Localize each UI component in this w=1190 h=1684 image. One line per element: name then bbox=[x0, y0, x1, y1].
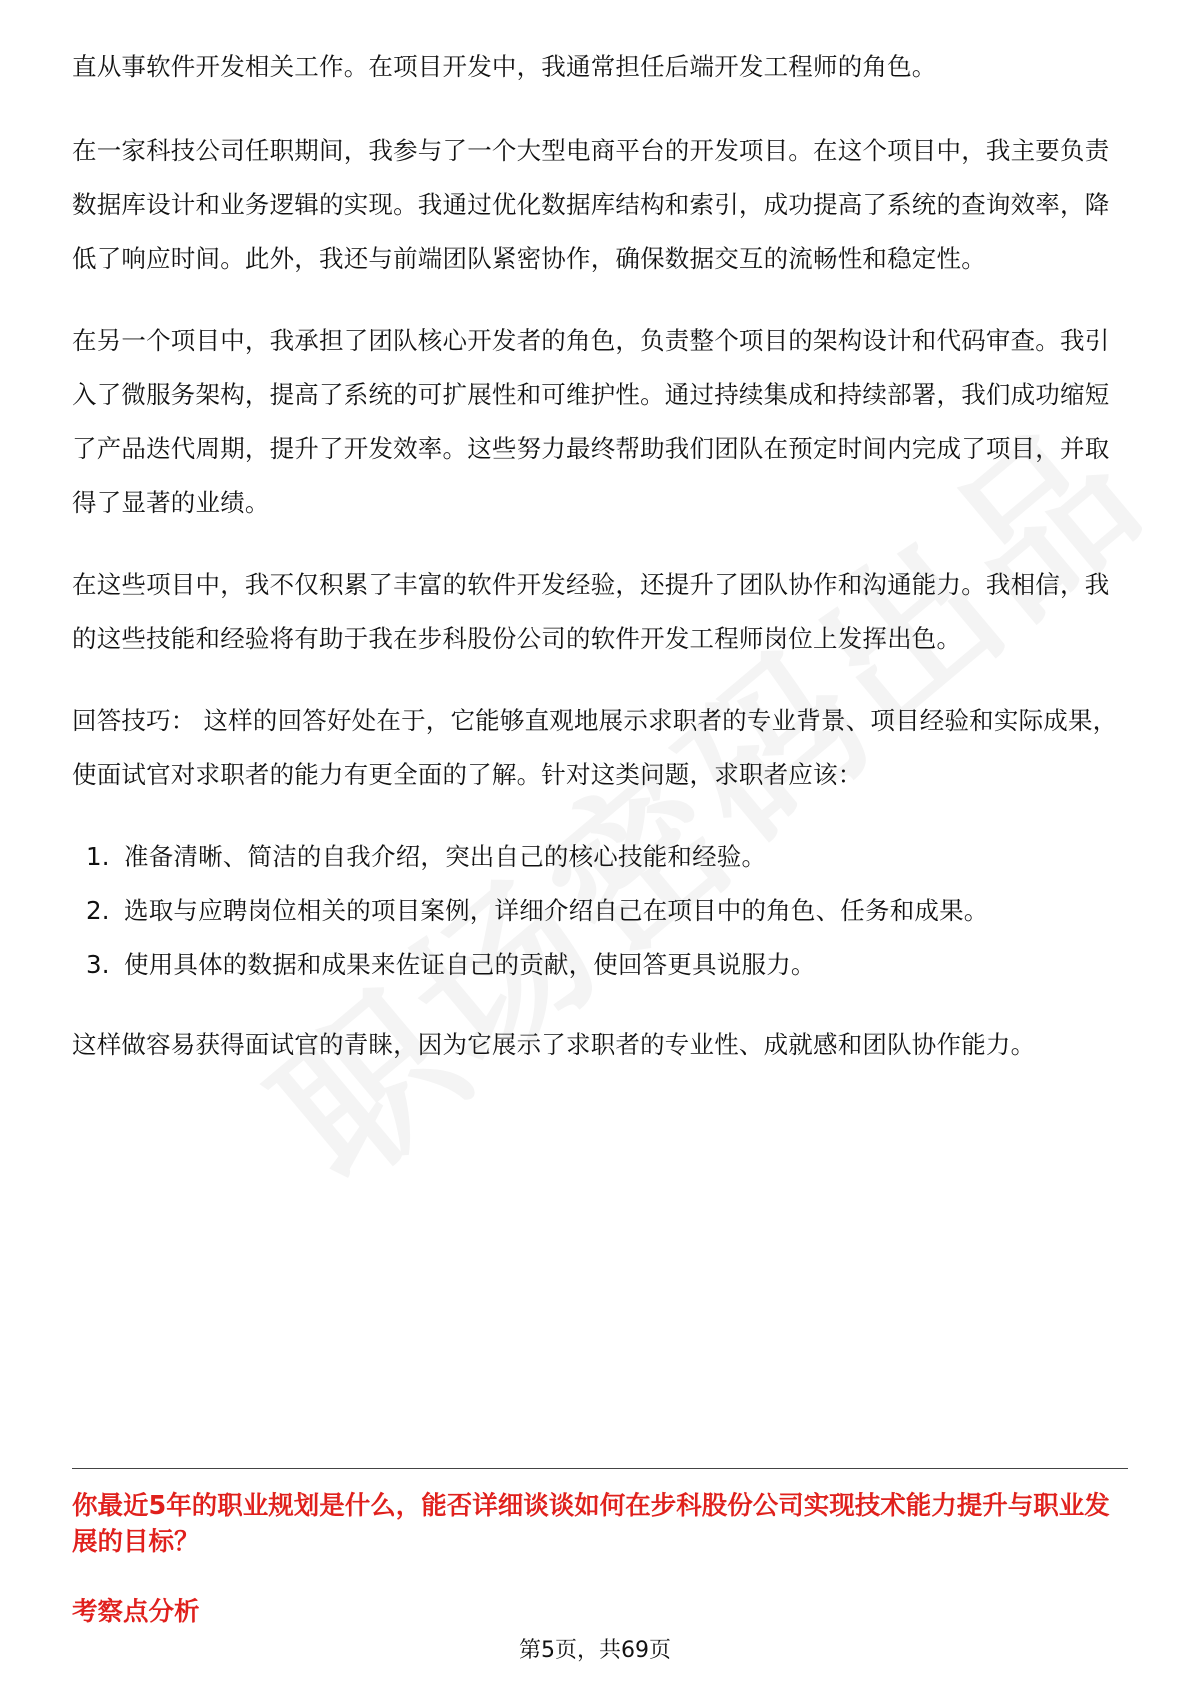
paragraph-summary: 在这些项目中，我不仅积累了丰富的软件开发经验，还提升了团队协作和沟通能力。我相信，我的这些技能和经验将有助于我在步科股份公司的软件开发工程师岗位上发挥出色。 bbox=[72, 570, 1110, 653]
paragraph-intro: 直从事软件开发相关工作。在项目开发中，我通常担任后端开发工程师的角色。 bbox=[72, 52, 937, 81]
list-item-text: 选取与应聘岗位相关的项目案例，详细介绍自己在项目中的角色、任务和成果。 bbox=[124, 896, 989, 925]
list-number: 3. bbox=[86, 950, 110, 979]
section-heading: 考察点分析 bbox=[72, 1597, 200, 1627]
list-item bbox=[72, 884, 1132, 938]
paragraph-closing: 这样做容易获得面试官的青睐，因为它展示了求职者的专业性、成就感和团队协作能力。 bbox=[72, 1030, 1036, 1059]
list-item-text: 准备清晰、简洁的自我介绍，突出自己的核心技能和经验。 bbox=[124, 842, 767, 871]
document-body bbox=[72, 40, 1132, 1100]
list-item-text: 使用具体的数据和成果来佐证自己的贡献，使回答更具说服力。 bbox=[124, 950, 816, 979]
question-heading: 你最近5年的职业规划是什么，能否详细谈谈如何在步科股份公司实现技术能力提升与职业发展的目标？ bbox=[72, 1491, 1110, 1557]
page-footer: 第5页，共69页 bbox=[519, 1638, 671, 1663]
paragraph-answer-tips: 回答技巧： 这样的回答好处在于，它能够直观地展示求职者的专业背景、项目经验和实际成果，使面试官对求职者的能力有更全面的了解。针对这类问题，求职者应该： bbox=[72, 706, 1118, 789]
paragraph-ecommerce-project: 在一家科技公司任职期间，我参与了一个大型电商平台的开发项目。在这个项目中，我主要负责数据库设计和业务逻辑的实现。我通过优化数据库结构和索引，成功提高了系统的查询效率，降低了响应时间。此外，我还与前端团队紧密协作，确保数据交互的流畅性和稳定性。 bbox=[72, 136, 1110, 273]
paragraph-architecture-project: 在另一个项目中，我承担了团队核心开发者的角色，负责整个项目的架构设计和代码审查。我引入了微服务架构，提高了系统的可扩展性和可维护性。通过持续集成和持续部署，我们成功缩短了产品迭代周期，提升了开发效率。这些努力最终帮助我们团队在预定时间内完成了项目，并取得了显著的业绩。 bbox=[72, 326, 1110, 517]
list-item bbox=[72, 938, 1132, 992]
list-number: 1. bbox=[86, 842, 110, 871]
list-number: 2. bbox=[86, 896, 110, 925]
list-item bbox=[72, 830, 1132, 884]
section-divider bbox=[72, 1468, 1128, 1469]
tips-list bbox=[72, 830, 1132, 992]
